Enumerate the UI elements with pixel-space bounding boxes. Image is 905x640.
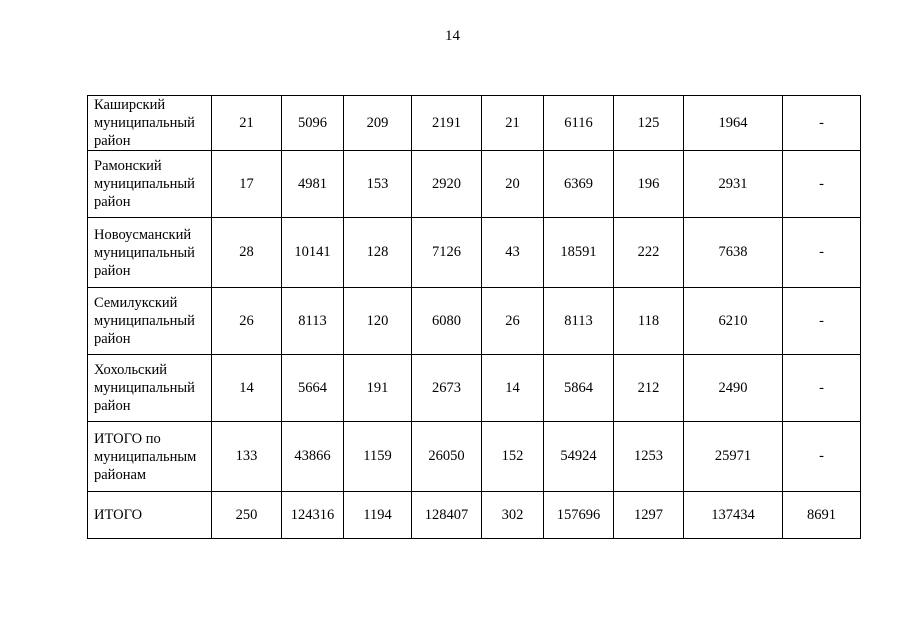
region-name-line: районам <box>94 466 147 483</box>
region-name-line: муниципальный <box>94 313 195 329</box>
table-row <box>88 96 861 151</box>
value-cell: 5664 <box>282 355 344 422</box>
value-cell: - <box>783 151 861 218</box>
table-row <box>88 218 861 288</box>
region-name-line: Семилукский <box>94 295 178 311</box>
region-name-cell <box>88 355 212 422</box>
region-name-cell <box>88 218 212 288</box>
value-cell: 124316 <box>282 492 344 539</box>
region-name-cell <box>88 288 212 355</box>
table-row <box>88 288 861 355</box>
value-cell: 14 <box>212 355 282 422</box>
value-cell: 128 <box>344 218 412 288</box>
value-cell: 137434 <box>684 492 783 539</box>
value-cell: 7126 <box>412 218 482 288</box>
value-cell: 125 <box>614 96 684 151</box>
value-cell: 1159 <box>344 422 412 492</box>
value-cell: 7638 <box>684 218 783 288</box>
value-cell: 2191 <box>412 96 482 151</box>
value-cell: 2931 <box>684 151 783 218</box>
value-cell: 5864 <box>544 355 614 422</box>
region-name-line: муниципальный <box>94 380 195 396</box>
value-cell: 191 <box>344 355 412 422</box>
region-name-line: район <box>94 331 131 347</box>
value-cell: 133 <box>212 422 282 492</box>
region-name-line: муниципальный <box>94 115 195 131</box>
region-name-line: муниципальный <box>94 244 195 261</box>
table-row <box>88 422 861 492</box>
value-cell: 54924 <box>544 422 614 492</box>
value-cell: 21 <box>212 96 282 151</box>
value-cell: 6369 <box>544 151 614 218</box>
value-cell: 212 <box>614 355 684 422</box>
value-cell: 6210 <box>684 288 783 355</box>
value-cell: - <box>783 355 861 422</box>
region-name-line: муниципальным <box>94 448 197 465</box>
value-cell: 25971 <box>684 422 783 492</box>
value-cell: 4981 <box>282 151 344 218</box>
value-cell: 6116 <box>544 96 614 151</box>
region-name-line: ИТОГО по <box>94 430 161 447</box>
value-cell: 1964 <box>684 96 783 151</box>
value-cell: 1297 <box>614 492 684 539</box>
value-cell: 118 <box>614 288 684 355</box>
page-number: 14 <box>445 28 460 44</box>
value-cell: 153 <box>344 151 412 218</box>
region-name-cell <box>88 151 212 218</box>
value-cell: - <box>783 218 861 288</box>
region-name-cell <box>88 96 212 151</box>
value-cell: 28 <box>212 218 282 288</box>
value-cell: 5096 <box>282 96 344 151</box>
table-row <box>88 151 861 218</box>
value-cell: 2673 <box>412 355 482 422</box>
region-name-line: Рамонский <box>94 158 162 174</box>
value-cell: 14 <box>482 355 544 422</box>
value-cell: 128407 <box>412 492 482 539</box>
value-cell: 43866 <box>282 422 344 492</box>
region-name-line: Каширский <box>94 97 166 113</box>
region-name-line: район <box>94 194 131 210</box>
region-name-line: район <box>94 398 131 414</box>
value-cell: 157696 <box>544 492 614 539</box>
value-cell: 1194 <box>344 492 412 539</box>
value-cell: 302 <box>482 492 544 539</box>
value-cell: 26 <box>482 288 544 355</box>
region-name-line: Новоусманский <box>94 226 192 243</box>
value-cell: 10141 <box>282 218 344 288</box>
region-name-line: муниципальный <box>94 176 195 192</box>
table-row <box>88 492 861 539</box>
value-cell: 6080 <box>412 288 482 355</box>
region-name-cell <box>88 422 212 492</box>
region-name-line: Хохольский <box>94 362 168 378</box>
value-cell: 18591 <box>544 218 614 288</box>
value-cell: - <box>783 288 861 355</box>
region-name-line: район <box>94 262 131 279</box>
value-cell: 196 <box>614 151 684 218</box>
value-cell: - <box>783 96 861 151</box>
region-name-line: ИТОГО <box>94 507 143 523</box>
data-table <box>87 95 861 539</box>
value-cell: 17 <box>212 151 282 218</box>
value-cell: 209 <box>344 96 412 151</box>
region-name-cell <box>88 492 212 539</box>
value-cell: 2490 <box>684 355 783 422</box>
value-cell: 1253 <box>614 422 684 492</box>
value-cell: 222 <box>614 218 684 288</box>
value-cell: 8113 <box>282 288 344 355</box>
value-cell: - <box>783 422 861 492</box>
value-cell: 152 <box>482 422 544 492</box>
value-cell: 43 <box>482 218 544 288</box>
value-cell: 26050 <box>412 422 482 492</box>
value-cell: 8691 <box>783 492 861 539</box>
value-cell: 2920 <box>412 151 482 218</box>
value-cell: 21 <box>482 96 544 151</box>
value-cell: 20 <box>482 151 544 218</box>
value-cell: 8113 <box>544 288 614 355</box>
region-name-line: район <box>94 133 131 149</box>
table-row <box>88 355 861 422</box>
value-cell: 120 <box>344 288 412 355</box>
value-cell: 26 <box>212 288 282 355</box>
value-cell: 250 <box>212 492 282 539</box>
